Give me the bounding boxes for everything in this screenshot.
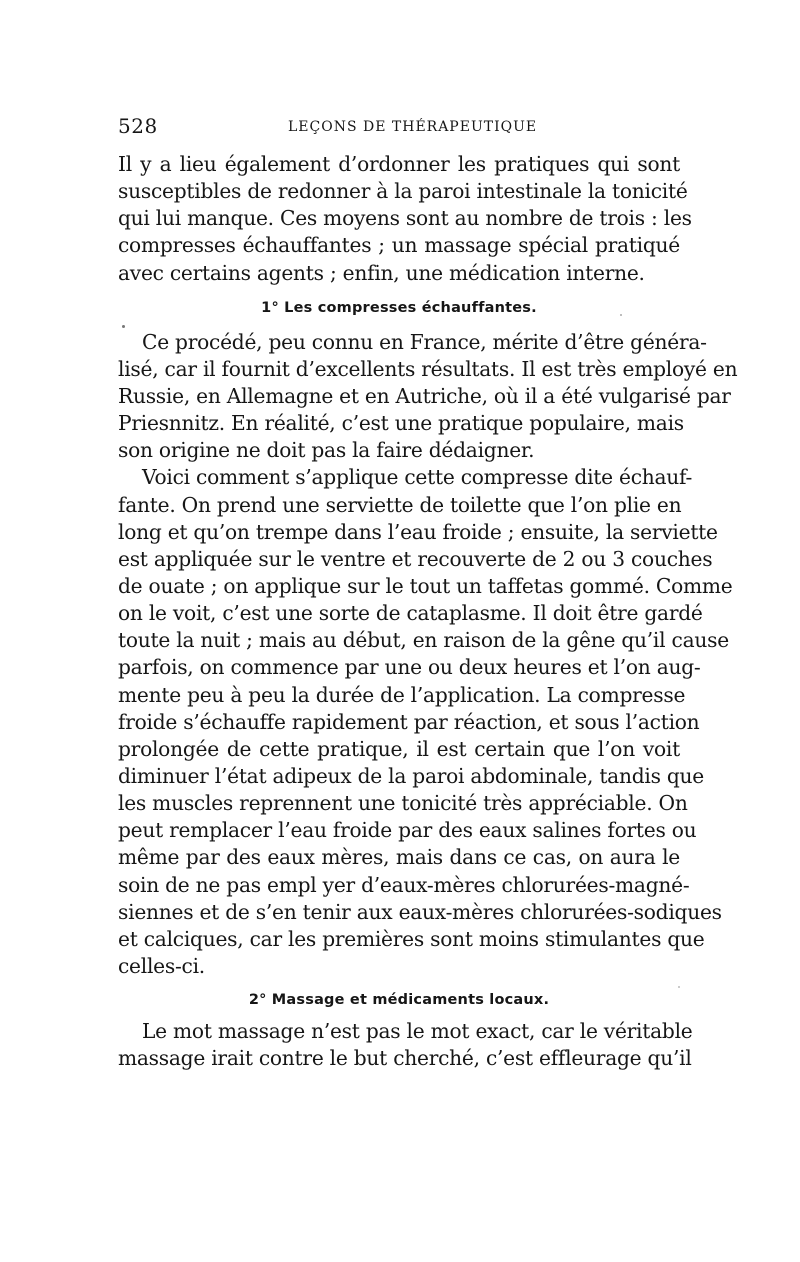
body-text bbox=[118, 151, 738, 1072]
text-line: siennes et de s’en tenir aux eaux-mères chlorurées-sodiques bbox=[118, 899, 722, 924]
text-line: est appliquée sur le ventre et recouverte de 2 ou 3 couches bbox=[118, 546, 713, 571]
text-line: diminuer l’état adipeux de la paroi abdominale, tandis que bbox=[118, 763, 704, 788]
text-line: massage irait contre le but cherché, c’est effleurage qu’il bbox=[118, 1046, 692, 1071]
text-line: Il y a lieu également d’ordonner les pratiques qui sont bbox=[118, 152, 680, 176]
scan-speck bbox=[122, 325, 125, 328]
text-line: soin de ne pas empl yer d’eaux-mères chlorurées-magné- bbox=[118, 872, 690, 897]
section-heading: 2° Massage et médicaments locaux. bbox=[248, 992, 550, 1009]
text-line: fante. On prend une serviette de toilette que l’on plie en bbox=[118, 492, 682, 517]
page-number: 528 bbox=[118, 114, 158, 138]
text-line: de ouate ; on applique sur le tout un taffetas gommé. Comme bbox=[118, 573, 733, 598]
text-line: Russie, en Allemagne et en Autriche, où il a été vulgarisé par bbox=[118, 383, 731, 408]
text-line: froide s’échauffe rapidement par réaction, et sous l’action bbox=[118, 709, 700, 734]
text-line: Priesnnitz. En réalité, c’est une pratique populaire, mais bbox=[118, 411, 684, 436]
text-line: qui lui manque. Ces moyens sont au nombre de trois : les bbox=[118, 206, 692, 231]
page-header bbox=[118, 110, 680, 140]
text-line: compresses échauffantes ; un massage spécial pratiqué bbox=[118, 233, 680, 258]
text-line: Ce procédé, peu connu en France, mérite d’être généra- bbox=[142, 329, 707, 354]
text-line: avec certains agents ; enfin, une médication interne. bbox=[118, 260, 645, 285]
text-line: on le voit, c’est une sorte de cataplasme. Il doit être gardé bbox=[118, 601, 703, 626]
text-line: mente peu à peu la durée de l’application. La compresse bbox=[118, 682, 686, 707]
text-line: son origine ne doit pas la faire dédaigner. bbox=[118, 438, 535, 463]
text-line: parfois, on commence par une ou deux heures et l’on aug- bbox=[118, 655, 701, 680]
text-line: toute la nuit ; mais au début, en raison de la gêne qu’il cause bbox=[118, 628, 729, 653]
scan-speck bbox=[620, 314, 622, 316]
text-line: les muscles reprennent une tonicité très appréciable. On bbox=[118, 791, 688, 816]
scan-speck bbox=[678, 986, 680, 988]
text-line: même par des eaux mères, mais dans ce cas, on aura le bbox=[118, 845, 680, 870]
section-heading: 1° Les compresses échauffantes. bbox=[261, 299, 537, 316]
text-line: celles-ci. bbox=[118, 953, 205, 978]
text-line: prolongée de cette pratique, il est certain que l’on voit bbox=[118, 736, 680, 761]
text-line: et calciques, car les premières sont moins stimulantes que bbox=[118, 926, 705, 951]
running-title: LEÇONS DE THÉRAPEUTIQUE bbox=[288, 119, 538, 135]
text-line: long et qu’on trempe dans l’eau froide ; ensuite, la serviette bbox=[118, 519, 718, 544]
text-line: Voici comment s’applique cette compresse dite échauf- bbox=[142, 465, 693, 490]
text-line: lisé, car il fournit d’excellents résultats. Il est très employé en bbox=[118, 356, 738, 381]
text-line: susceptibles de redonner à la paroi intestinale la tonicité bbox=[118, 179, 688, 204]
text-line: Le mot massage n’est pas le mot exact, car le véritable bbox=[142, 1019, 693, 1044]
text-line: peut remplacer l’eau froide par des eaux salines fortes ou bbox=[118, 818, 697, 843]
